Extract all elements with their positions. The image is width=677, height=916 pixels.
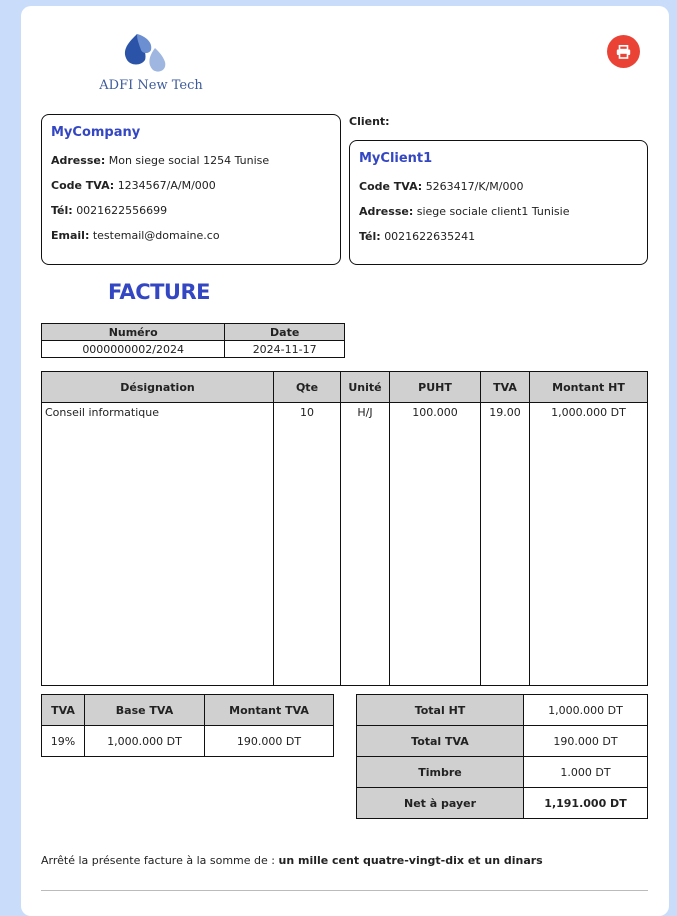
client-tva: Code TVA: 5263417/K/M/000 [359,180,524,193]
item-unite: H/J [341,403,390,686]
client-address: Adresse: siege sociale client1 Tunisie [359,205,570,218]
item-puht: 100.000 [390,403,481,686]
tva-col-amount: Montant TVA [205,695,334,726]
table-row [42,403,648,686]
company-logo [81,30,221,102]
invoice-page [21,6,669,916]
tva-base: 1,000.000 DT [85,726,205,757]
company-card [41,114,341,265]
tva-amount: 190.000 DT [205,726,334,757]
client-card [349,140,648,265]
items-table [41,371,648,686]
date-value: 2024-11-17 [225,341,345,358]
total-ht-value: 1,000.000 DT [524,695,648,726]
tva-summary-table [41,694,334,757]
divider [41,890,648,891]
printer-icon [616,45,631,59]
col-designation: Désignation [42,372,274,403]
print-button[interactable] [607,35,640,68]
tva-rate: 19% [42,726,85,757]
amount-in-words [41,854,543,867]
totals-table [356,694,648,819]
item-tva: 19.00 [481,403,530,686]
amount-prefix: Arrêté la présente facture à la somme de : [41,854,279,867]
net-value: 1,191.000 DT [524,788,648,819]
total-tva-value: 190.000 DT [524,726,648,757]
invoice-number-table [41,323,345,358]
item-designation: Conseil informatique [42,403,274,686]
col-puht: PUHT [390,372,481,403]
date-header: Date [225,324,345,341]
company-name: MyCompany [51,125,141,140]
tva-col-rate: TVA [42,695,85,726]
company-tel: Tél: 0021622556699 [51,204,168,217]
numero-header: Numéro [42,324,225,341]
invoice-title: FACTURE [108,280,210,304]
col-unite: Unité [341,372,390,403]
table-row [42,726,334,757]
timbre-value: 1.000 DT [524,757,648,788]
client-name: MyClient1 [359,151,433,166]
item-qte: 10 [274,403,341,686]
company-address: Adresse: Mon siege social 1254 Tunise [51,154,270,167]
company-tva: Code TVA: 1234567/A/M/000 [51,179,216,192]
numero-value: 0000000002/2024 [42,341,225,358]
total-ht-label: Total HT [357,695,524,726]
company-email: Email: testemail@domaine.co [51,229,220,242]
col-montant-ht: Montant HT [530,372,648,403]
client-tel: Tél: 0021622635241 [359,230,476,243]
logo-text: ADFI New Tech [99,78,203,93]
total-tva-label: Total TVA [357,726,524,757]
col-tva: TVA [481,372,530,403]
amount-words: un mille cent quatre-vingt-dix et un dinars [278,854,543,867]
logo-icon [107,30,197,76]
timbre-label: Timbre [357,757,524,788]
net-label: Net à payer [357,788,524,819]
item-montant-ht: 1,000.000 DT [530,403,648,686]
tva-col-base: Base TVA [85,695,205,726]
col-qte: Qte [274,372,341,403]
client-label: Client: [349,115,390,128]
